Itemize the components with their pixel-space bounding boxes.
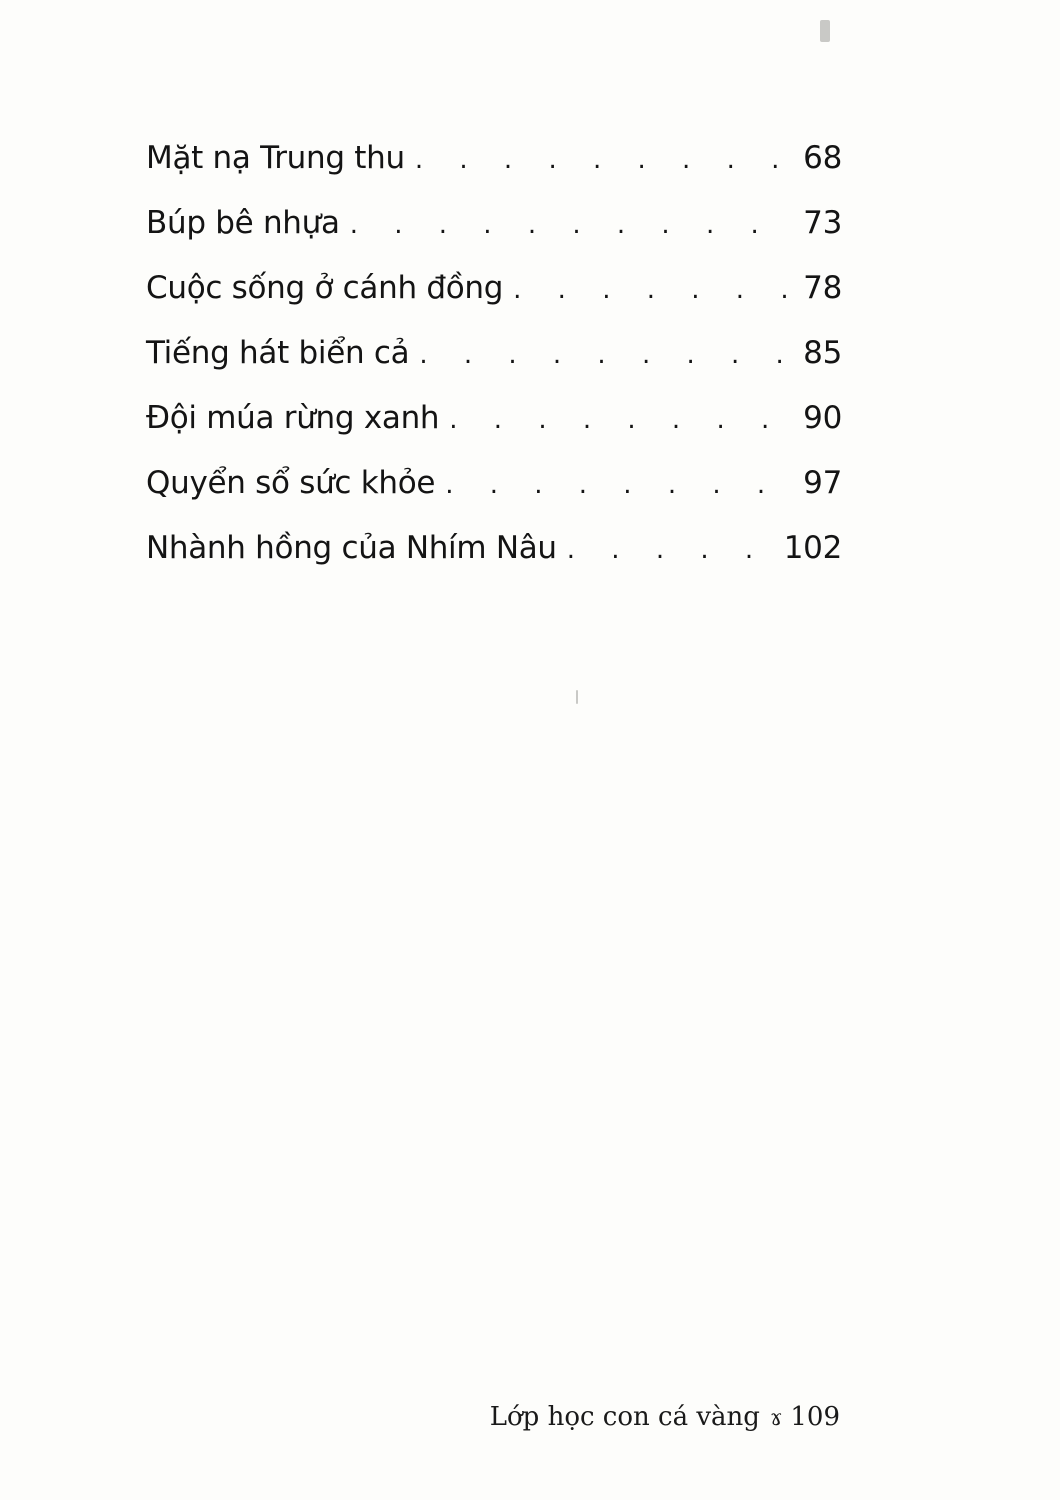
footer-page-number: 109: [790, 1402, 840, 1432]
toc-entry-title: Búp bê nhựa: [146, 205, 340, 241]
toc-entry-title: Cuộc sống ở cánh đồng: [146, 270, 504, 306]
toc-entry-page: 73: [803, 205, 842, 241]
toc-entry-page: 97: [803, 465, 842, 501]
toc-entry-title: Tiếng hát biển cả: [146, 335, 410, 371]
toc-dot-leader: [415, 134, 797, 186]
footer-book-title: Lớp học con cá vàng: [489, 1402, 760, 1432]
toc-entry-title: Mặt nạ Trung thu: [146, 140, 405, 176]
scan-speck: [820, 20, 830, 42]
toc-entry-page: 90: [803, 400, 842, 436]
toc-entry[interactable]: [146, 327, 842, 392]
toc-entry[interactable]: [146, 262, 842, 327]
toc-entry[interactable]: [146, 522, 842, 587]
toc-entry-page: 68: [803, 140, 842, 176]
scan-speck: [576, 690, 578, 704]
toc-entry-page: 85: [803, 335, 842, 371]
toc-dot-leader: [419, 329, 797, 381]
footer-ornament-icon: ɤ: [769, 1406, 783, 1431]
toc-entry-title: Nhành hồng của Nhím Nâu: [146, 530, 557, 566]
toc-entry-title: Đội múa rừng xanh: [146, 400, 440, 436]
toc-entry[interactable]: [146, 132, 842, 197]
toc-entry-title: Quyển sổ sức khỏe: [146, 465, 436, 501]
toc-dot-leader: [449, 394, 797, 446]
toc-entry-page: 78: [803, 270, 842, 306]
table-of-contents: [146, 132, 842, 587]
toc-entry[interactable]: [146, 392, 842, 457]
toc-dot-leader: [350, 199, 797, 251]
toc-entry[interactable]: [146, 197, 842, 262]
toc-entry-page: 102: [783, 530, 842, 566]
toc-dot-leader: [445, 459, 797, 511]
toc-dot-leader: [513, 264, 797, 316]
page-footer: [490, 1402, 840, 1432]
toc-entry[interactable]: [146, 457, 842, 522]
toc-dot-leader: [567, 524, 778, 576]
